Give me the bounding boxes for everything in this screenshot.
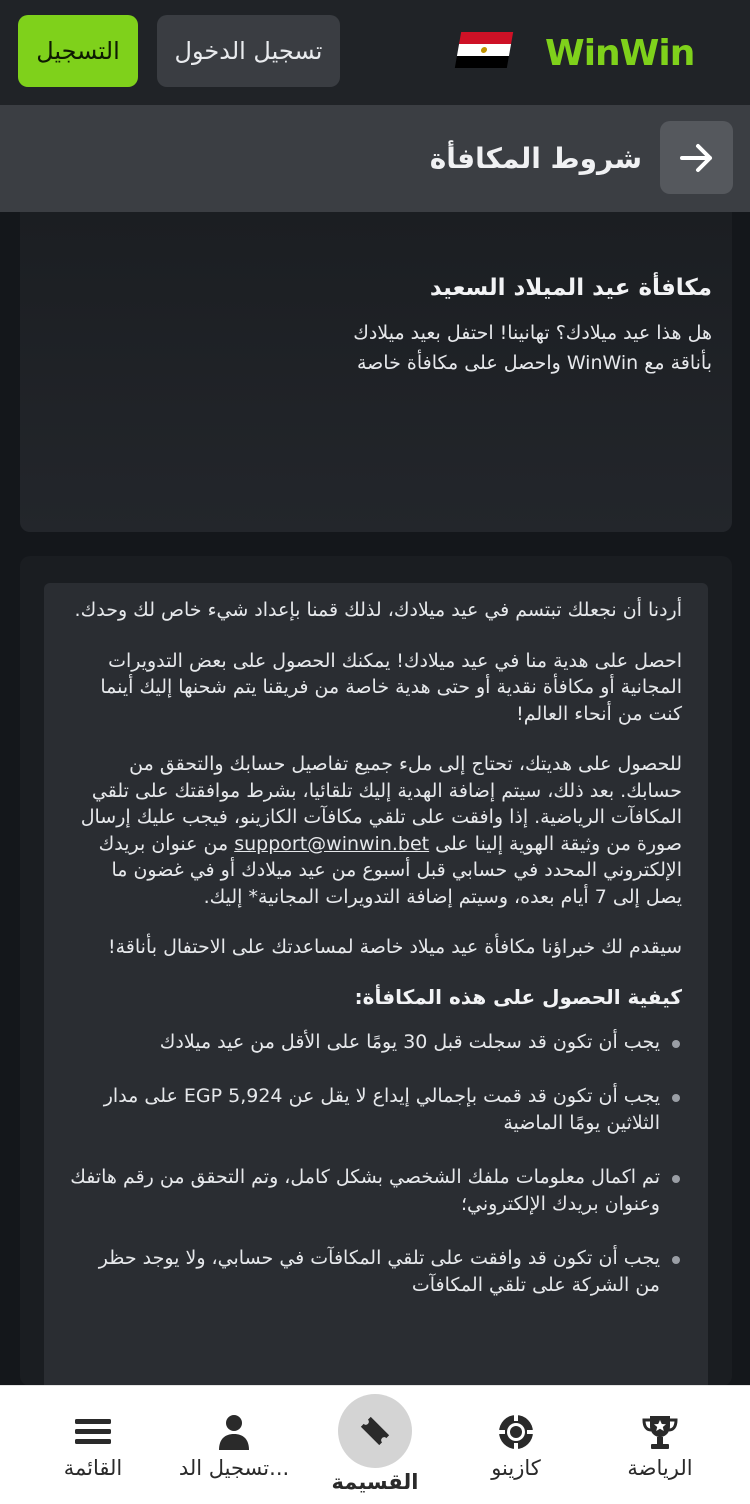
trophy-icon: [640, 1412, 680, 1452]
casino-chip-icon: [496, 1412, 536, 1452]
terms-text: من عنوان بريدك الإلكتروني المحدد في حسابي قبل أسبوع من عيد ميلادك أو في غضون ما يصل إلى 7 أيام بعده، وسيتم إضافة التدويرات المجانية* إليك.: [98, 832, 682, 908]
egypt-flag-icon[interactable]: [455, 32, 513, 68]
page-title: شروط المكافأة: [429, 141, 642, 175]
nav-casino-label: كازينو: [491, 1456, 541, 1480]
bonus-intro: هل هذا عيد ميلادك؟ تهانينا! احتفل بعيد ميلادك بأناقة مع WinWin واحصل على مكافأة خاصة: [353, 322, 712, 374]
bonus-title: مكافأة عيد الميلاد السعيد: [429, 275, 712, 301]
nav-coupon-label: القسيمة: [331, 1470, 419, 1494]
terms-text: للحصول على هديتك، تحتاج إلى ملء جميع تفاصيل حسابك والتحقق من حسابك. بعد ذلك، سيتم إضافة الهدية إليك تلقائيا، بشرط موافقتك على تلقي المكافآت الرياضية. إذا وافقت على تلقي مكافآت الكازينو، فيجب عليك إرسال صورة من وثيقة الهوية إلينا على: [80, 753, 682, 855]
list-item: يجب أن تكون قد سجلت قبل 30 يومًا على الأقل من عيد ميلادك: [70, 1029, 682, 1056]
winwin-logo[interactable]: WinWin: [545, 32, 695, 74]
terms-paragraph: أردنا أن نجعلك تبتسم في عيد ميلادك، لذلك قمنا بإعداد شيء خاص لك وحدك.: [74, 599, 682, 621]
nav-casino[interactable]: [441, 1386, 591, 1504]
back-button[interactable]: [660, 121, 733, 194]
requirements-list: [70, 1029, 682, 1299]
list-item: تم اكمال معلومات ملفك الشخصي بشكل كامل، وتم التحقق من رقم هاتفك وعنوان بريدك الإلكتروني؛: [70, 1164, 682, 1217]
howto-heading: كيفية الحصول على هذه المكافأة:: [354, 984, 682, 1009]
hamburger-menu-icon: [73, 1412, 113, 1452]
user-icon: [214, 1412, 254, 1452]
register-button[interactable]: التسجيل: [18, 15, 138, 87]
ticket-icon: [356, 1412, 394, 1450]
support-email-link[interactable]: support@winwin.bet: [234, 832, 430, 855]
arrow-right-icon: [680, 143, 714, 173]
nav-menu[interactable]: [18, 1386, 168, 1504]
title-bar: [0, 105, 750, 212]
nav-login[interactable]: [159, 1386, 309, 1504]
terms-paragraph: سيقدم لك خبراؤنا مكافأة عيد ميلاد خاصة لمساعدتك على الاحتفال بأناقة!: [107, 936, 682, 958]
terms-content: [44, 583, 708, 1386]
nav-coupon[interactable]: [300, 1386, 450, 1504]
nav-sports[interactable]: [585, 1386, 735, 1504]
login-button[interactable]: تسجيل الدخول: [157, 15, 340, 87]
coupon-circle: [338, 1394, 412, 1468]
terms-paragraph: [70, 751, 682, 910]
list-item: يجب أن تكون قد وافقت على تلقي المكافآت في حسابي، ولا يوجد حظر من الشركة على تلقي المكافآت: [70, 1245, 682, 1298]
top-bar: [0, 0, 750, 105]
nav-menu-label: القائمة: [63, 1456, 123, 1480]
nav-login-label: تسجيل الد...: [178, 1456, 290, 1480]
bottom-nav: [0, 1385, 750, 1504]
list-item: يجب أن تكون قد قمت بإجمالي إيداع لا يقل عن EGP 5,924 على مدار الثلاثين يومًا الماضية: [70, 1083, 682, 1136]
nav-sports-label: الرياضة: [627, 1456, 693, 1480]
terms-paragraph: احصل على هدية منا في عيد ميلادك! يمكنك الحصول على بعض التدويرات المجانية أو مكافأة نقدية أو حتى هدية خاصة من فريقنا يتم شحنها إليك أينما كنت من أنحاء العالم!: [100, 649, 682, 725]
